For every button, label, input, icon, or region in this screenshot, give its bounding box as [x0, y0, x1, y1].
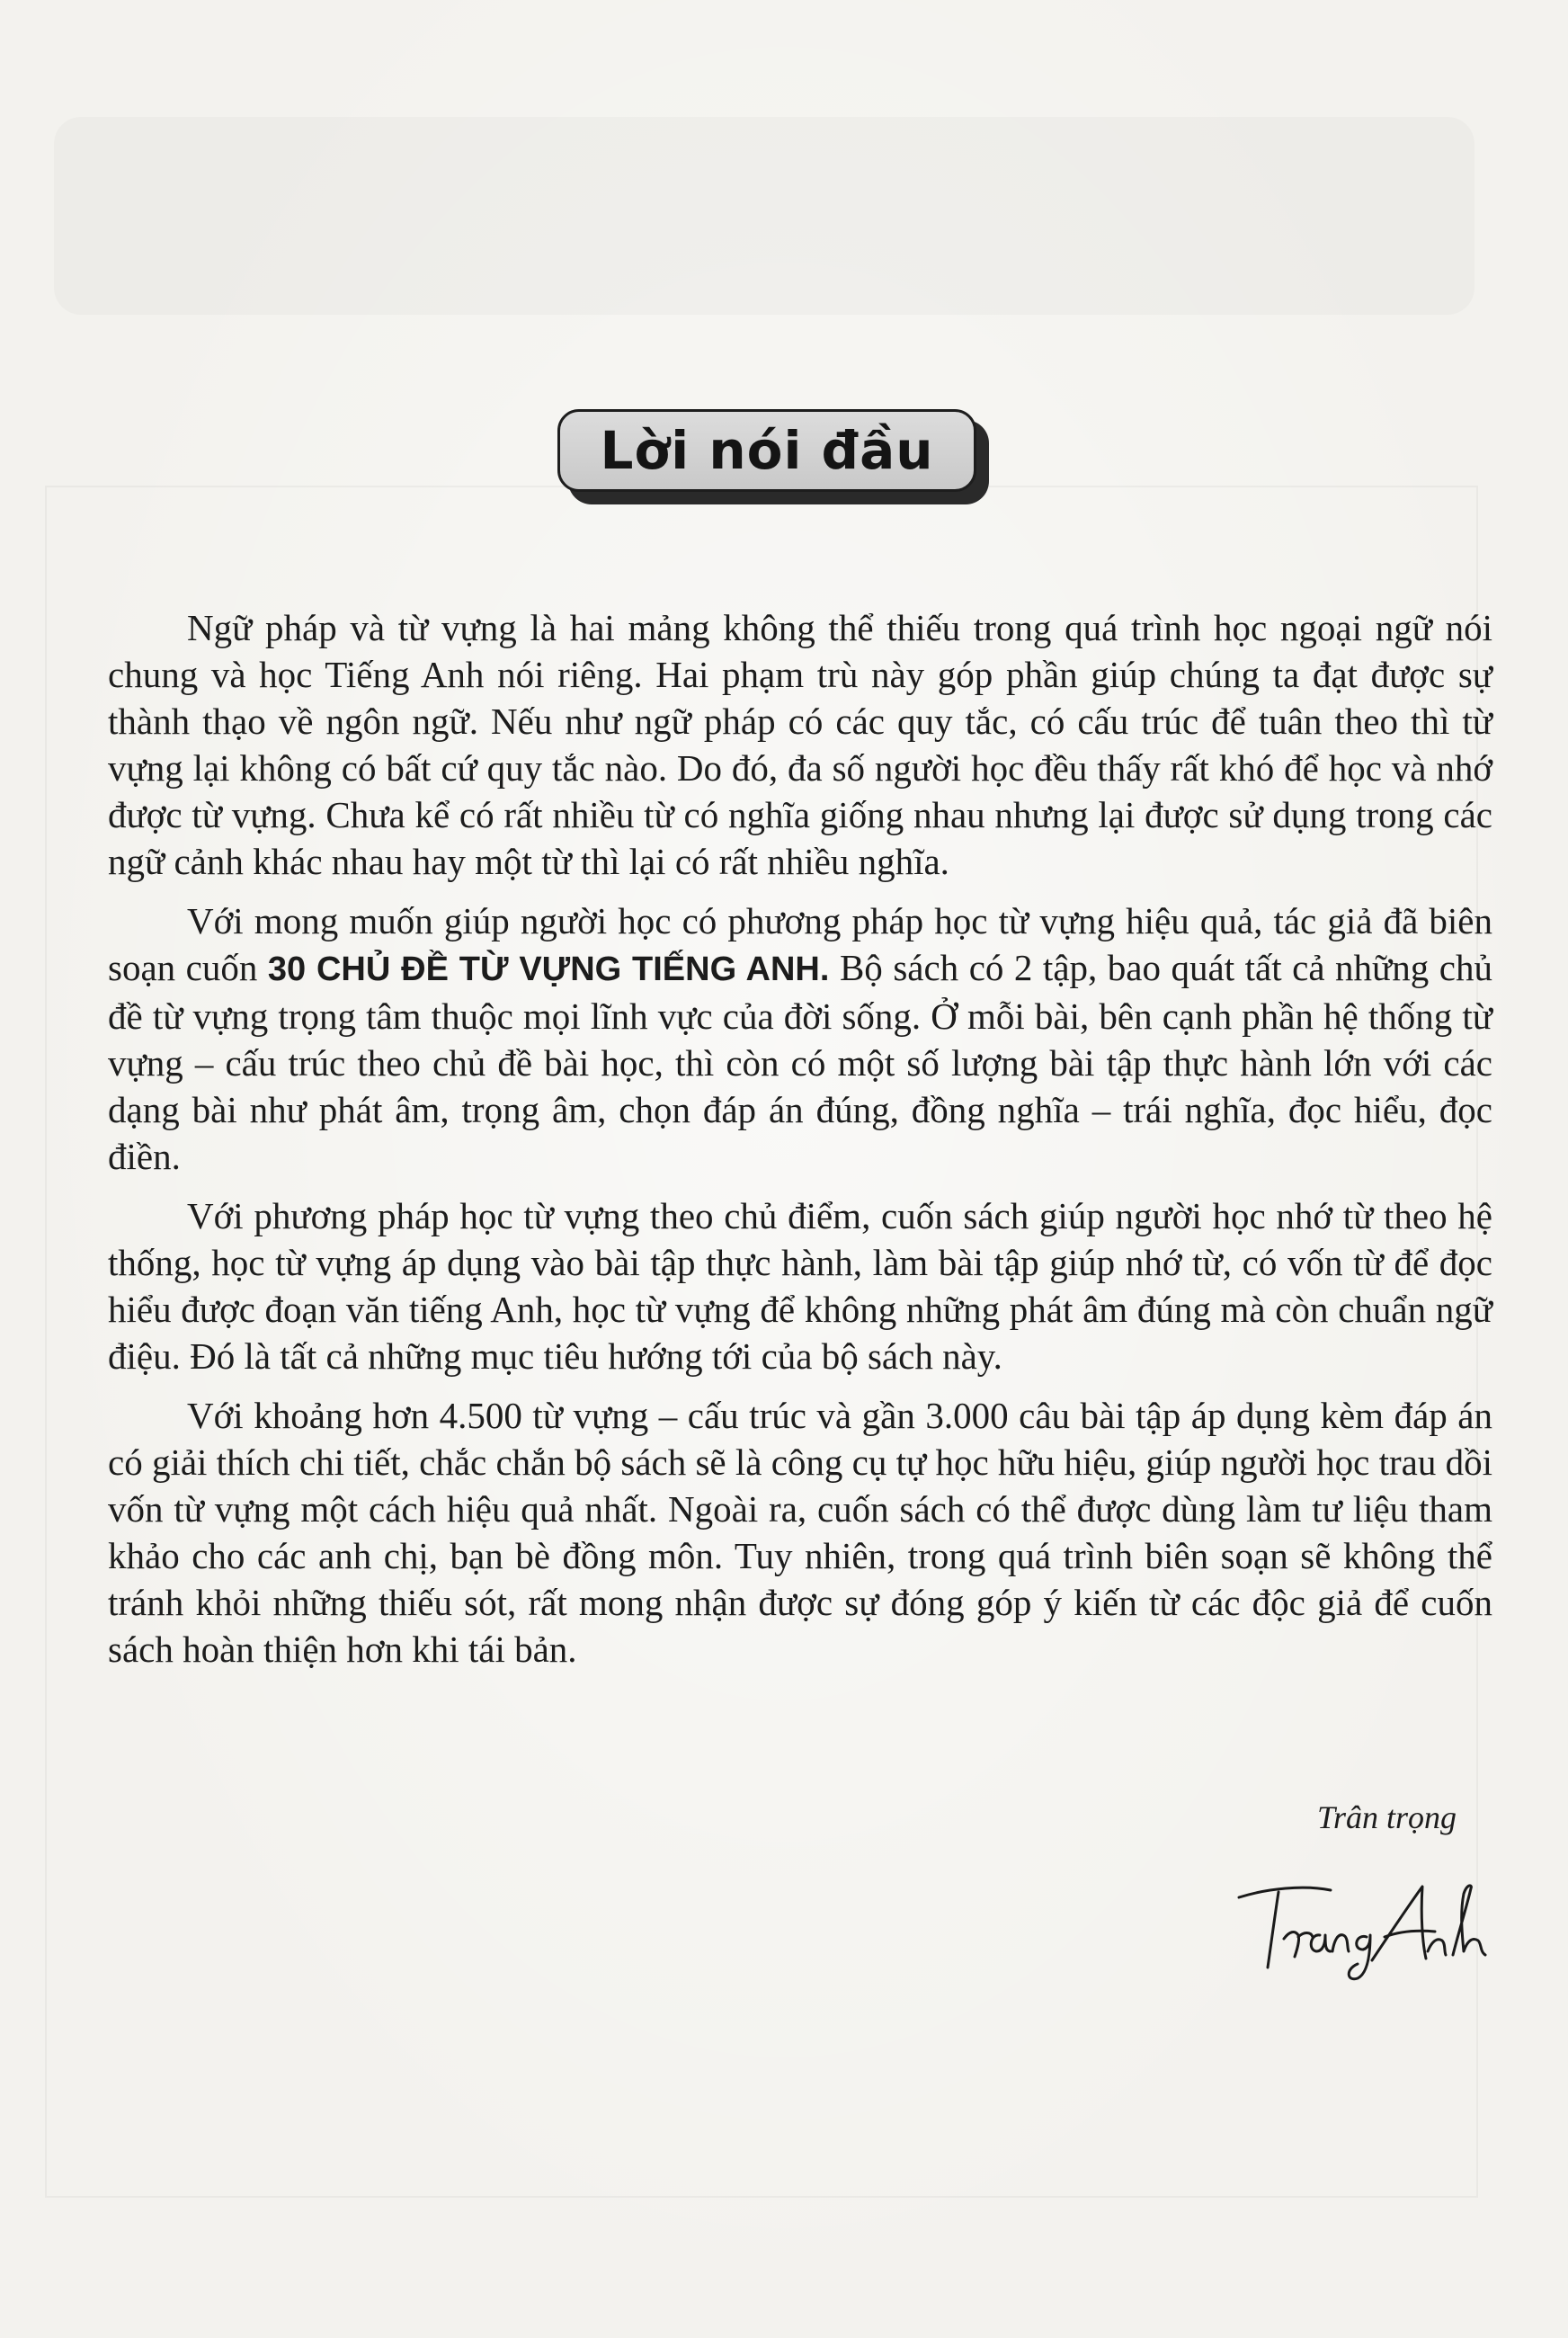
signature [1232, 1861, 1501, 1987]
preface-body [108, 604, 1492, 1685]
paragraph-2-rest: Bộ sách có 2 tập, bao quát tất cả những chủ đề từ vựng trọng tâm thuộc mọi lĩnh vực của đời sống. Ở mỗi bài, bên cạnh phần hệ thống từ vựng – cấu trúc theo chủ đề bài học, thì còn có một số lượng bài tập thực hành lớn với các dạng bài như phát âm, trọng âm, chọn đáp án đúng, đồng nghĩa – trái nghĩa, đọc hiểu, đọc điền. [108, 947, 1492, 1177]
book-title: 30 CHỦ ĐỀ TỪ VỰNG TIẾNG ANH. [267, 950, 830, 988]
paragraph-3: Với phương pháp học từ vựng theo chủ điểm, cuốn sách giúp người học nhớ từ theo hệ thống, học từ vựng áp dụng vào bài tập thực hành, làm bài tập giúp nhớ từ, có vốn từ để đọc hiểu được đoạn văn tiếng Anh, học từ vựng để không những phát âm đúng mà còn chuẩn ngữ điệu. Đó là tất cả những mục tiêu hướng tới của bộ sách này. [108, 1195, 1492, 1377]
heading-box [557, 409, 976, 492]
paragraph-2-intro: Với mong muốn giúp người học có phương pháp học từ vựng hiệu quả, tác giả đã biên soạn cuốn [108, 900, 1492, 988]
bleed-through-band [54, 117, 1474, 315]
heading-badge [557, 409, 989, 504]
paragraph-4: Với khoảng hơn 4.500 từ vựng – cấu trúc và gần 3.000 câu bài tập áp dụng kèm đáp án có giải thích chi tiết, chắc chắn bộ sách sẽ là công cụ tự học hữu hiệu, giúp người học trau dồi vốn từ vựng một cách hiệu quả nhất. Ngoài ra, cuốn sách có thể được dùng làm tư liệu tham khảo cho các anh chị, bạn bè đồng môn. Tuy nhiên, trong quá trình biên soạn sẽ không thể tránh khỏi những thiếu sót, rất mong nhận được sự đóng góp ý kiến từ các độc giả để cuốn sách hoàn thiện hơn khi tái bản. [108, 1395, 1492, 1670]
paragraph-2 [108, 897, 1492, 1180]
page-title: Lời nói đầu [600, 420, 934, 481]
closing-line: Trân trọng [1316, 1799, 1457, 1835]
paragraph-1: Ngữ pháp và từ vựng là hai mảng không thể thiếu trong quá trình học ngoại ngữ nói chung và học Tiếng Anh nói riêng. Hai phạm trù này góp phần giúp chúng ta đạt được sự thành thạo về ngôn ngữ. Nếu như ngữ pháp có các quy tắc, có cấu trúc để tuân theo thì từ vựng lại không có bất cứ quy tắc nào. Do đó, đa số người học đều thấy rất khó để học và nhớ được từ vựng. Chưa kể có rất nhiều từ có nghĩa giống nhau nhưng lại được sử dụng trong các ngữ cảnh khác nhau hay một từ thì lại có rất nhiều nghĩa. [108, 607, 1492, 882]
